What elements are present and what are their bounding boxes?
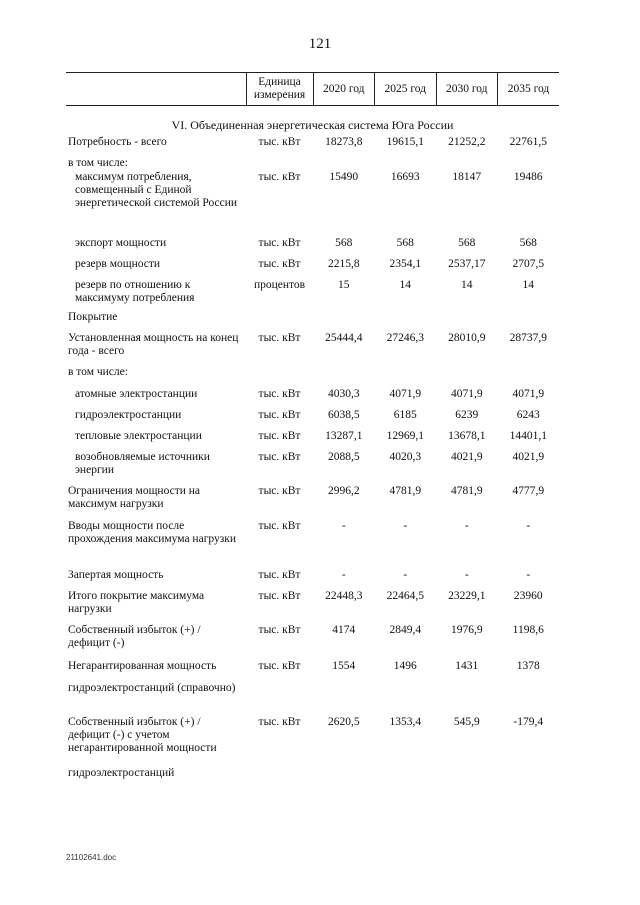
row-unit: процентов <box>253 279 306 291</box>
table-row <box>66 237 559 258</box>
row-value: 15 <box>338 279 350 291</box>
capacity-balance-table <box>66 72 559 787</box>
row-value <box>436 366 498 388</box>
row-value <box>313 157 375 171</box>
table-row <box>66 258 559 279</box>
row-value: - <box>403 520 408 532</box>
row-value: 14 <box>399 279 411 291</box>
row-value: 2620,5 <box>327 716 360 728</box>
row-unit: тыс. кВт <box>258 258 301 270</box>
row-value: 1496 <box>393 660 417 672</box>
row-value: 1353,4 <box>389 716 422 728</box>
row-value: 568 <box>458 237 476 249</box>
row-value: 1976,9 <box>450 624 483 636</box>
header-cell: 2025 год <box>375 73 437 106</box>
section-title-row <box>66 106 559 137</box>
row-value: - <box>403 569 408 581</box>
row-label: Покрытие <box>68 311 118 323</box>
header-cell: Единица измерения <box>246 73 313 106</box>
row-label: гидроэлектростанций <box>68 767 175 779</box>
row-value <box>498 767 560 787</box>
row-value: 2996,2 <box>327 485 360 497</box>
table-row <box>66 388 559 409</box>
row-value: - <box>526 520 531 532</box>
table-row <box>66 332 559 366</box>
row-value: 4021,9 <box>450 451 483 463</box>
table-row <box>66 157 559 171</box>
table-header-row <box>66 73 559 106</box>
row-value: 4021,9 <box>512 451 545 463</box>
row-value: 14 <box>461 279 473 291</box>
table-row <box>66 485 559 520</box>
section-title: VI. Объединенная энергетическая система Юга России <box>171 118 454 132</box>
table-row <box>66 279 559 311</box>
row-value: 14 <box>522 279 534 291</box>
row-unit <box>246 366 313 388</box>
row-value: 19615,1 <box>386 136 424 148</box>
row-value: 19486 <box>513 171 543 183</box>
row-value: 4071,9 <box>389 388 422 400</box>
row-label: Собственный избыток (+) / дефицит (-) с учетом негарантированной мощности <box>68 716 217 754</box>
row-value: 28010,9 <box>448 332 486 344</box>
row-label: Итого покрытие максимума нагрузки <box>68 590 205 615</box>
row-value: 4071,9 <box>512 388 545 400</box>
table-row <box>66 136 559 157</box>
row-label: Негарантированная мощность <box>68 660 217 672</box>
row-value <box>498 366 560 388</box>
row-value: 4071,9 <box>450 388 483 400</box>
row-value <box>436 157 498 171</box>
row-value <box>313 311 375 332</box>
row-value <box>436 767 498 787</box>
table-row <box>66 682 559 716</box>
row-value: 28737,9 <box>509 332 547 344</box>
row-label: Ограничения мощности на максимум нагрузки <box>68 485 201 510</box>
row-value: 4030,3 <box>327 388 360 400</box>
table-row <box>66 767 559 787</box>
row-value <box>375 366 437 388</box>
row-label: возобновляемые источники энергии <box>75 451 210 476</box>
table-row <box>66 569 559 590</box>
row-value: 23229,1 <box>448 590 486 602</box>
row-unit: тыс. кВт <box>258 430 301 442</box>
row-value <box>498 157 560 171</box>
row-unit: тыс. кВт <box>258 332 301 344</box>
row-value: 27246,3 <box>386 332 424 344</box>
row-value <box>375 157 437 171</box>
row-value: 12969,1 <box>386 430 424 442</box>
table-row <box>66 430 559 451</box>
row-value: 1554 <box>332 660 356 672</box>
row-value: - <box>464 569 469 581</box>
row-value: 23960 <box>513 590 543 602</box>
row-value: 13678,1 <box>448 430 486 442</box>
row-label: гидроэлектростанций (справочно) <box>68 682 236 694</box>
row-label: Собственный избыток (+) / дефицит (-) <box>68 624 201 649</box>
row-value <box>375 767 437 787</box>
row-value: 1198,6 <box>512 624 544 636</box>
row-value: 568 <box>519 237 537 249</box>
row-value: -179,4 <box>513 716 544 728</box>
row-value: 6185 <box>393 409 417 421</box>
table-row <box>66 409 559 430</box>
row-label: Установленная мощность на конец года - всего <box>68 332 239 357</box>
row-value: 4781,9 <box>389 485 422 497</box>
row-unit <box>246 311 313 332</box>
row-value: 14401,1 <box>509 430 547 442</box>
row-unit <box>246 157 313 171</box>
row-value <box>313 682 375 716</box>
row-label: максимум потребления, совмещенный с Единой энергетической системой России <box>75 171 238 209</box>
row-value: 22761,5 <box>509 136 547 148</box>
row-unit: тыс. кВт <box>258 716 301 728</box>
row-value: 2537,17 <box>448 258 486 270</box>
row-unit: тыс. кВт <box>258 624 301 636</box>
row-value: 568 <box>335 237 353 249</box>
row-value: 16693 <box>390 171 420 183</box>
header-cell <box>66 73 246 106</box>
row-value <box>375 311 437 332</box>
row-unit <box>246 767 313 787</box>
row-value: 4777,9 <box>512 485 545 497</box>
row-label: гидроэлектростанции <box>75 409 182 421</box>
table-row <box>66 520 559 569</box>
row-value: 18273,8 <box>325 136 363 148</box>
row-label: резерв мощности <box>75 258 161 270</box>
row-label: резерв по отношению к максимуму потребления <box>75 279 195 304</box>
row-unit: тыс. кВт <box>258 409 301 421</box>
row-value: 1378 <box>516 660 540 672</box>
row-value <box>498 311 560 332</box>
row-unit: тыс. кВт <box>258 171 301 183</box>
row-value <box>436 311 498 332</box>
row-value: - <box>341 569 346 581</box>
row-value: - <box>526 569 531 581</box>
page-number: 121 <box>308 36 332 52</box>
row-value <box>436 682 498 716</box>
row-value: 2354,1 <box>389 258 422 270</box>
row-value: 4781,9 <box>450 485 483 497</box>
row-value: 2849,4 <box>389 624 422 636</box>
row-value: 6239 <box>455 409 479 421</box>
table-row <box>66 624 559 660</box>
row-value: 6243 <box>516 409 540 421</box>
row-unit: тыс. кВт <box>258 660 301 672</box>
row-label: в том числе: <box>68 157 128 169</box>
table-row <box>66 311 559 332</box>
row-value: 2088,5 <box>327 451 360 463</box>
row-label: экспорт мощности <box>75 237 167 249</box>
row-value: 25444,4 <box>325 332 363 344</box>
row-unit <box>246 682 313 716</box>
table-body <box>66 106 559 788</box>
row-unit: тыс. кВт <box>258 590 301 602</box>
row-unit: тыс. кВт <box>258 451 301 463</box>
row-label: в том числе: <box>68 366 128 378</box>
row-value: 4174 <box>332 624 356 636</box>
row-unit: тыс. кВт <box>258 237 301 249</box>
row-value: 1431 <box>455 660 479 672</box>
row-value: 21252,2 <box>448 136 486 148</box>
header-cell: 2030 год <box>436 73 498 106</box>
table-row <box>66 716 559 767</box>
table-row <box>66 451 559 485</box>
row-label: тепловые электростанции <box>75 430 202 442</box>
header-cell: 2020 год <box>313 73 375 106</box>
row-label: Запертая мощность <box>68 569 164 581</box>
row-value: 2215,8 <box>327 258 360 270</box>
row-value: 4020,3 <box>389 451 422 463</box>
row-value: 568 <box>396 237 414 249</box>
row-value: - <box>464 520 469 532</box>
header-cell: 2035 год <box>498 73 560 106</box>
row-value: 13287,1 <box>325 430 363 442</box>
row-value: 22464,5 <box>386 590 424 602</box>
row-value: - <box>341 520 346 532</box>
row-unit: тыс. кВт <box>258 136 301 148</box>
row-label: Вводы мощности после прохождения максимума нагрузки <box>68 520 237 545</box>
row-value <box>375 682 437 716</box>
row-value <box>498 682 560 716</box>
table-row <box>66 590 559 624</box>
row-label: атомные электростанции <box>75 388 198 400</box>
table-row <box>66 660 559 682</box>
row-value <box>313 767 375 787</box>
table-row <box>66 366 559 388</box>
row-value: 6038,5 <box>327 409 360 421</box>
row-value: 22448,3 <box>325 590 363 602</box>
row-value: 18147 <box>452 171 482 183</box>
row-unit: тыс. кВт <box>258 569 301 581</box>
row-unit: тыс. кВт <box>258 485 301 497</box>
row-unit: тыс. кВт <box>258 388 301 400</box>
row-value: 2707,5 <box>512 258 545 270</box>
row-value: 545,9 <box>453 716 480 728</box>
row-value: 15490 <box>329 171 359 183</box>
row-value <box>313 366 375 388</box>
document-code: 21102641.doc <box>66 853 117 862</box>
table-row <box>66 171 559 237</box>
row-label: Потребность - всего <box>68 136 167 148</box>
row-unit: тыс. кВт <box>258 520 301 532</box>
